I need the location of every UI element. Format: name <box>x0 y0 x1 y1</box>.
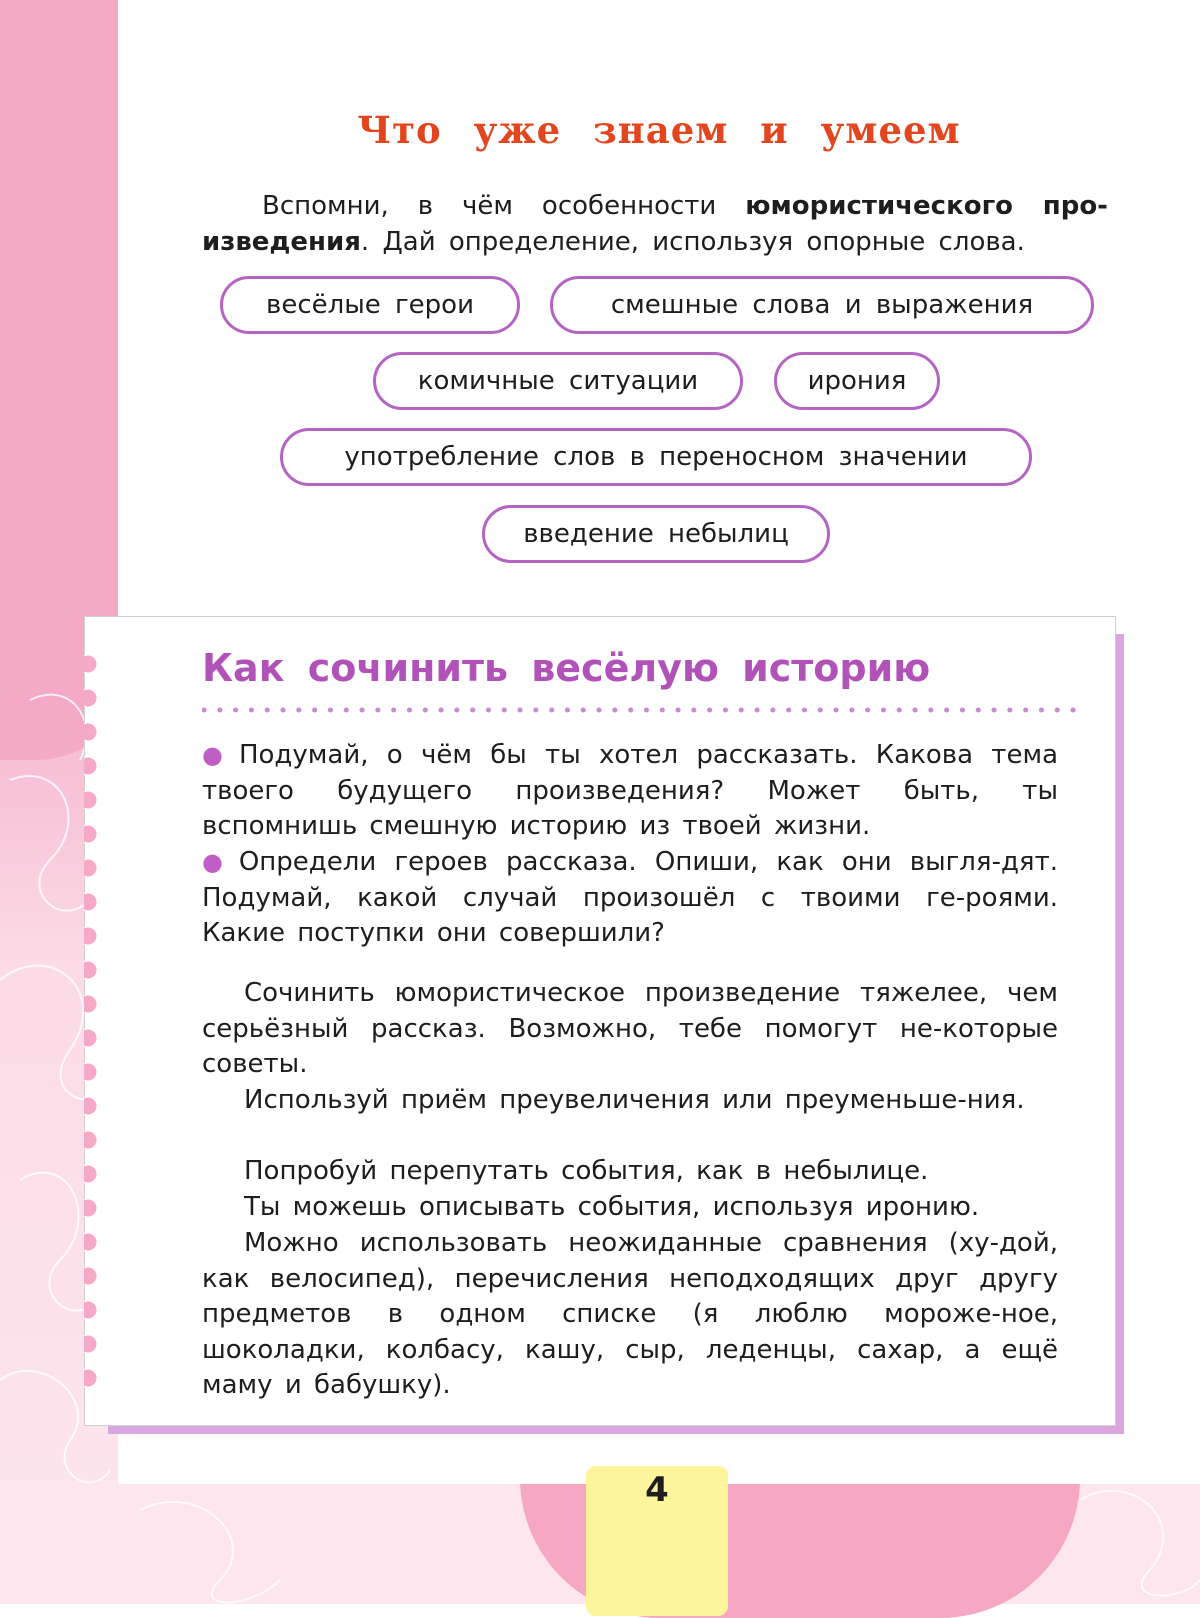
intro-paragraph <box>202 188 1108 260</box>
section-title-what-we-know: Что уже знаем и умеем <box>357 108 961 152</box>
bullet-item: ● Подумай, о чём бы ты хотел рассказать. Какова тема твоего будущего произведения? Может быть, ты вспомнишь смешную историю из твоей жизни. <box>202 740 1058 841</box>
section-title-funny-story: Как сочинить весёлую историю <box>202 646 931 690</box>
advice-paragraph: Можно использовать неожиданные сравнения (ху-дой, как велосипед), перечисления неподходящих друг другу предметов в одном списке (я люблю мороже-ное, шоколадки, колбасу, кашу, сыр, леденцы, сахар, а ещё маму и бабушку). <box>202 1228 1058 1400</box>
bullet-icon: ● <box>202 741 229 769</box>
intro-bold-2: изведения <box>202 227 361 257</box>
keyword-pill: весёлые герои <box>220 276 520 334</box>
keyword-pill: ирония <box>774 352 940 410</box>
advice-paragraph: Ты можешь описывать события, используя иронию. <box>244 1192 980 1222</box>
advice-paragraph: Используй приём преувеличения или преуменьше-ния. <box>244 1085 1025 1115</box>
advice-paragraph: Сочинить юмористическое произведение тяжелее, чем серьёзный рассказ. Возможно, тебе помогут не-которые советы. <box>202 978 1058 1079</box>
intro-text-2: . Дай определение, используя опорные слова. <box>360 227 1025 257</box>
keyword-pill: употребление слов в переносном значении <box>280 428 1032 486</box>
keyword-pill: комичные ситуации <box>373 352 743 410</box>
intro-bold-1: юмористического про- <box>745 191 1108 221</box>
page-number: 4 <box>645 1470 669 1510</box>
intro-text-1: Вспомни, в чём особенности <box>262 191 746 221</box>
dotted-divider <box>202 706 1082 714</box>
keyword-pill: смешные слова и выражения <box>550 276 1094 334</box>
advice-paragraph: Попробуй перепутать события, как в небылице. <box>244 1156 929 1186</box>
keyword-pill: введение небылиц <box>482 505 830 563</box>
bullet-icon: ● <box>202 848 229 876</box>
notebook-holes-decoration <box>84 640 104 1420</box>
bullet-item: ● Определи героев рассказа. Опиши, как они выгля-дят. Подумай, какой случай произошёл с твоими ге-роями. Какие поступки они совершили? <box>202 847 1058 948</box>
